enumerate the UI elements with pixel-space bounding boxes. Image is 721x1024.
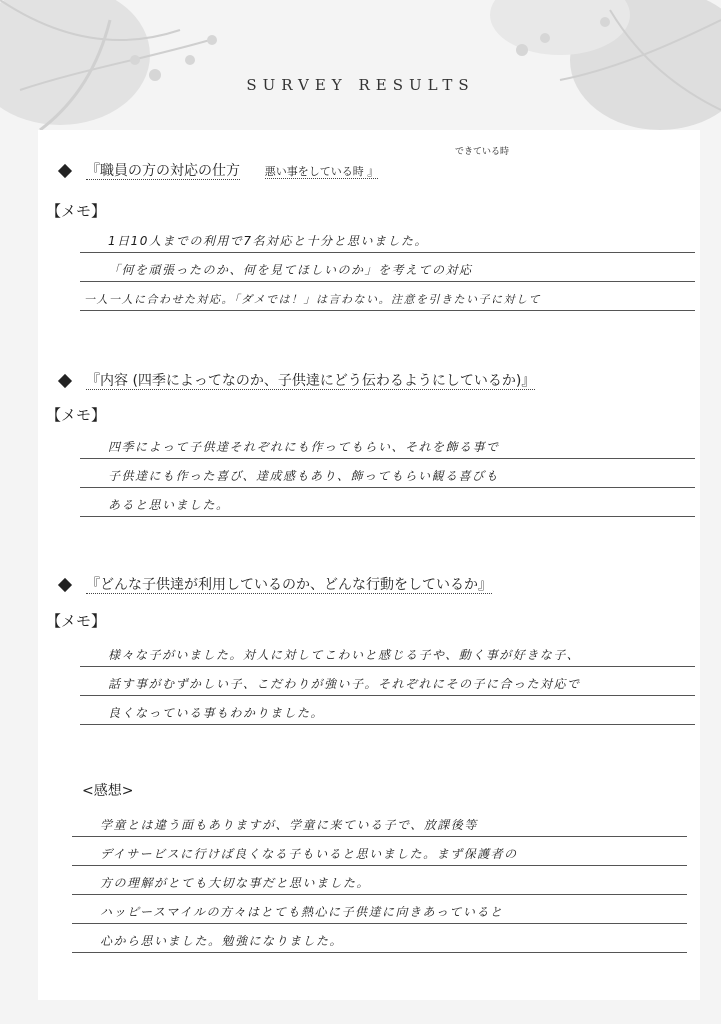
impression-text: 心から思いました。勉強になりました。 <box>100 934 344 948</box>
impression-text: ハッピースマイルの方々はとても熱心に子供達に向きあっていると <box>100 905 504 919</box>
memo-line <box>80 224 695 253</box>
impression-text: デイサービスに行けば良くなる子もいると思いました。まず保護者の <box>100 847 518 861</box>
memo-lines-1 <box>80 224 695 311</box>
memo-lines-2 <box>80 430 695 517</box>
memo-label-1: 【メモ】 <box>46 202 107 220</box>
memo-text: 良くなっている事もわかりました。 <box>108 706 325 720</box>
question-1-note: できている時 <box>455 147 510 157</box>
impressions-label: <感想> <box>82 783 134 799</box>
memo-label-3: 【メモ】 <box>46 612 107 630</box>
memo-text: あると思いました。 <box>108 498 230 512</box>
impression-line <box>72 924 687 953</box>
memo-text: 「何を頑張ったのか、何を見てほしいのか」を考えての対応 <box>108 263 473 277</box>
diamond-bullet-icon <box>58 373 72 387</box>
impression-text: 方の理解がとても大切な事だと思いました。 <box>100 876 371 890</box>
question-2 <box>60 370 535 390</box>
memo-lines-3 <box>80 638 695 725</box>
question-1-tail: 悪い事をしている時 』 <box>264 165 379 178</box>
question-3 <box>60 574 492 594</box>
memo-text: 1日10人までの利用で7名対応と十分と思いました。 <box>108 234 429 248</box>
impression-text: 学童とは違う面もありますが、学童に来ている子で、放課後等 <box>100 818 478 832</box>
memo-line <box>80 488 695 517</box>
question-1 <box>60 147 510 180</box>
memo-text: 話す事がむずかしい子、こだわりが強い子。それぞれにその子に合った対応で <box>108 677 581 691</box>
impressions-lines <box>72 808 687 953</box>
question-2-text: 『内容 (四季によってなのか、子供達にどう伝わるようにしているか)』 <box>86 373 536 389</box>
impression-line <box>72 866 687 895</box>
memo-text: 子供達にも作った喜び、達成感もあり、飾ってもらい観る喜びも <box>108 469 500 483</box>
diamond-bullet-icon <box>58 163 72 177</box>
memo-text: 四季によって子供達それぞれにも作ってもらい、それを飾る事で <box>108 440 500 454</box>
memo-line <box>80 430 695 459</box>
memo-line <box>80 282 695 311</box>
question-1-text: 『職員の方の対応の仕方 <box>86 163 240 179</box>
memo-line <box>80 667 695 696</box>
memo-text: 様々な子がいました。対人に対してこわいと感じる子や、動く事が好きな子、 <box>108 648 581 662</box>
memo-line <box>80 459 695 488</box>
impression-line <box>72 895 687 924</box>
impression-line <box>72 837 687 866</box>
memo-line <box>80 253 695 282</box>
page-title: SURVEY RESULTS <box>246 76 475 94</box>
impression-line <box>72 808 687 837</box>
diamond-bullet-icon <box>58 577 72 591</box>
memo-line <box>80 696 695 725</box>
memo-label-2: 【メモ】 <box>46 406 107 424</box>
question-3-text: 『どんな子供達が利用しているのか、どんな行動をしているか』 <box>86 577 492 593</box>
memo-text: 一人一人に合わせた対応。「ダメでは！」は言わない。注意を引きたい子に対して <box>84 293 541 306</box>
memo-line <box>80 638 695 667</box>
